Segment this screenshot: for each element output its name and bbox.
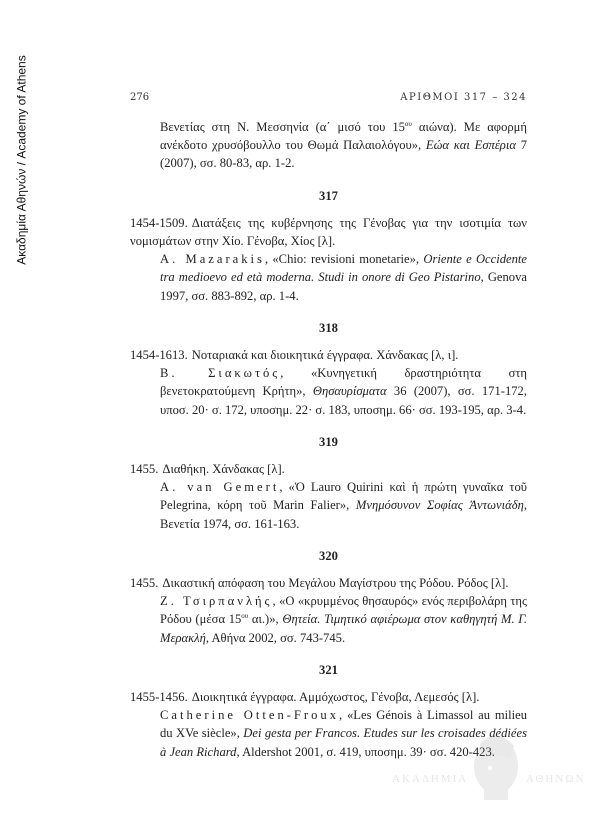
- ref-part-a: , «Κυνηγετική δραστηριότητα στη βενετοκρατούμενη Κρήτη»,: [160, 366, 527, 399]
- entry-description-text: Νοταριακά και διοικητικά έγγραφα. Χάνδακας [λ, ι].: [191, 348, 459, 363]
- entry-number: 319: [319, 434, 338, 449]
- entry-319: [130, 433, 527, 533]
- ref-part-b: , Genova 1997, σσ. 883-892, αρ. 1-4.: [160, 270, 527, 303]
- entry-description: [130, 460, 527, 478]
- ref-part-a: , «Ὁ Lauro Quirini καὶ ἡ πρώτη γυναῖκα τοῦ Pelegrina, κόρη τοῦ Marin Falier»,: [160, 480, 527, 513]
- entry-number: 321: [319, 662, 338, 677]
- entry-description-text: Δικαστική απόφαση του Μεγάλου Μαγίστρου της Ρόδου. Ρόδος [λ].: [162, 576, 509, 591]
- continuation-pre: Βενετίας στη Ν. Μεσσηνία (α΄ μισό του 15: [160, 120, 405, 134]
- entry-reference: [130, 592, 527, 647]
- entry-author: Β. Σιακωτός: [160, 366, 281, 381]
- ref-italic: Oriente e Occidente tra medioevo ed età moderna. Studi in onore di Geo Pistarino: [160, 252, 528, 285]
- watermark-text-right: ΑΘΗΝΩΝ: [526, 773, 586, 785]
- ref-italic: Dei gesta per Francos. Etudes sur les croisades dédiées à Jean Richard: [160, 726, 527, 759]
- ref-part-a: , «Chio: revisioni monetarie»,: [264, 252, 424, 267]
- page-number: 276: [130, 92, 150, 103]
- entry-320: [130, 547, 527, 647]
- entry-date: 1454-1509.: [130, 215, 188, 230]
- entry-318: [130, 319, 527, 419]
- entry-date: 1455.: [130, 576, 159, 591]
- entry-author: Ζ. Τσιρπανλής: [160, 594, 273, 609]
- ref-part-a2: αι.)»,: [248, 612, 283, 627]
- continuation-sup: ου: [404, 119, 412, 128]
- entry-author: A. van Gemert: [160, 480, 280, 495]
- watermark-text-left: ΑΚΑΔΗΜΙΑ: [392, 773, 469, 785]
- entry-317: [130, 187, 527, 305]
- academy-watermark-logo: [388, 730, 588, 810]
- ref-part-a: , «Les Génois à Limassol au milieu du XVe siècle»,: [160, 708, 527, 741]
- side-label: [12, 40, 32, 280]
- entry-author: A. Mazarakis: [160, 252, 265, 267]
- entry-description: [130, 574, 527, 592]
- ref-part-b: 36 (2007), σσ. 171-172, υποσ. 20· σ. 172, υποσημ. 22· σ. 183, υποσημ. 66· σσ. 193-195, αρ. 3-4.: [160, 384, 527, 417]
- entry-description-text: Διαθήκη. Χάνδακας [λ].: [162, 462, 285, 477]
- page-content: [130, 118, 527, 761]
- entry-number: 318: [319, 320, 338, 335]
- ref-sup: ου: [241, 612, 249, 621]
- entry-number: 317: [319, 188, 338, 203]
- continuation-italic: Εώα και Εσπέρια: [425, 138, 516, 153]
- entry-reference: [130, 250, 527, 305]
- entry-description-text: Διατάξεις της κυβέρνησης της Γένοβας για την ισοτιμία των νομισμάτων στην Χίο. Γένοβα, Χίος [λ].: [130, 215, 527, 249]
- entry-description: [130, 214, 527, 250]
- ref-part-b: , Αθήνα 2002, σσ. 743-745.: [205, 630, 346, 645]
- entry-description-text: Διοικητικά έγγραφα. Αμμόχωστος, Γένοβα, Λεμεσός [λ].: [191, 690, 480, 705]
- ref-italic: Θητεία. Τιμητικό αφιέρωμα στον καθηγητή Μ. Γ. Μερακλή: [160, 612, 527, 645]
- running-title: ΑΡΙΘΜΟΙ 317 – 324: [400, 92, 527, 103]
- entry-reference: [130, 364, 527, 419]
- continuation-post: 7 (2007), σσ. 80-83, αρ. 1-2.: [160, 138, 527, 171]
- ref-italic: Μνημόσυνον Σοφίας Ἀντωνιάδη: [355, 498, 524, 513]
- side-label-text: Ακαδημία Αθηνών / Academy of Athens: [15, 55, 29, 265]
- entry-number: 320: [319, 548, 338, 563]
- running-head: [130, 92, 527, 103]
- entry-date: 1455.: [130, 462, 159, 477]
- continuation-text: [130, 118, 527, 173]
- ref-part-b: , Βενετία 1974, σσ. 161-163.: [160, 498, 527, 531]
- continuation-mid: αιώνα). Με αφορμή ανέκδοτο χρυσόβουλλο του Θωμά Παλαιολόγου»,: [160, 120, 527, 153]
- entry-description: [130, 346, 527, 364]
- entry-date: 1455-1456.: [130, 690, 188, 705]
- ref-part-b: , Aldershot 2001, σ. 419, υποσημ. 39· σσ. 420-423.: [236, 744, 495, 759]
- entry-reference: [130, 478, 527, 533]
- ref-italic: Θησαυρίσματα: [312, 384, 387, 399]
- entry-date: 1454-1613.: [130, 348, 188, 363]
- entry-author: Catherine Otten-Froux: [160, 708, 340, 723]
- entry-description: [130, 688, 527, 706]
- ref-part-a: , «Ο «κρυμμένος θησαυρός» ενός περιβολάρη της Ρόδου (μέσα 15: [160, 594, 527, 627]
- athena-head-icon: [474, 735, 518, 800]
